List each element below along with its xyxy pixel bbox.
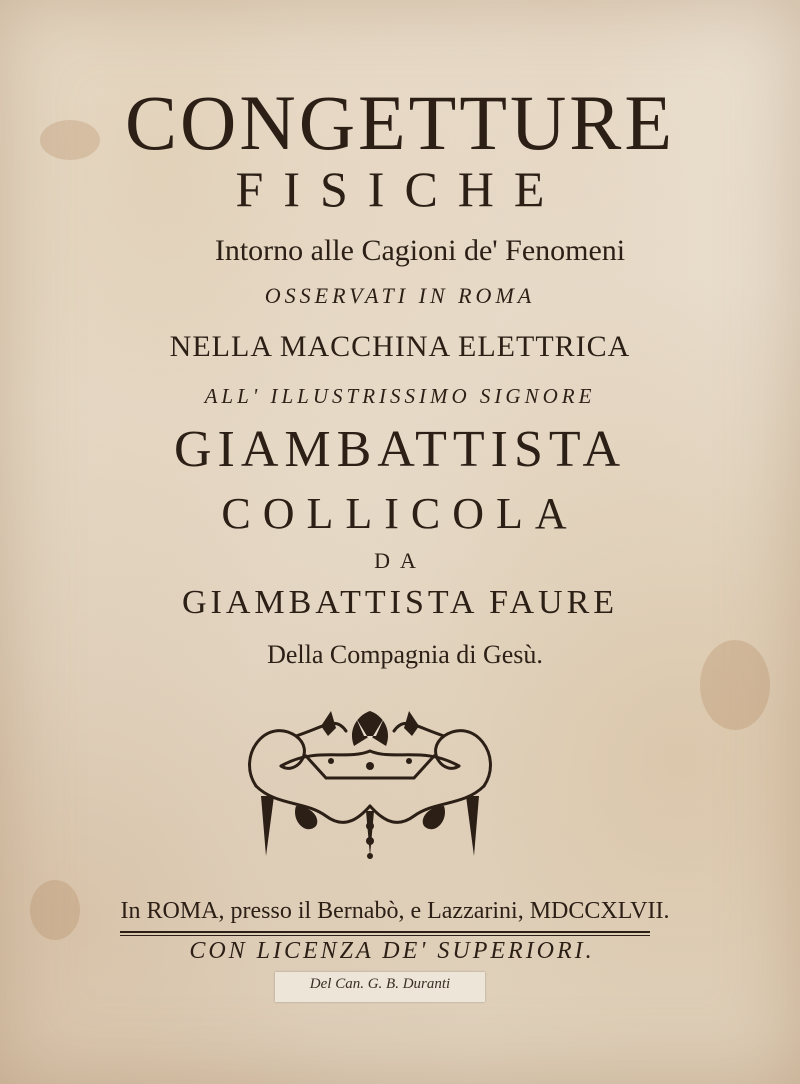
rule-thick [120,931,650,933]
dedication-line: ALL' ILLUSTRISSIMO SIGNORE [204,384,596,408]
title-fisiche: FISICHE [235,161,565,217]
dedicatee-first-name: GIAMBATTISTA [173,421,627,478]
title-congetture: CONGETTURE [125,79,675,166]
subtitle-osservati: OSSERVATI IN ROMA [264,283,536,308]
ownership-label [275,972,485,1002]
woodcut-ornament-icon [236,706,504,864]
rule-thin [120,935,650,936]
dedicatee-surname: COLLICOLA [221,489,579,538]
ownership-text: Del Can. G. B. Duranti [309,976,451,992]
imprint-line: In ROMA, presso il Bernabò, e Lazzarini, MDCCXLVII. [120,898,670,924]
licenza-line: CON LICENZA DE' SUPERIORI. [189,938,595,964]
subtitle-macchina: NELLA MACCHINA ELETTRICA [169,330,631,363]
author-order: Della Compagnia di Gesù. [267,640,543,669]
author-da: DA [374,548,426,573]
author-name: GIAMBATTISTA FAURE [181,584,619,621]
subtitle-intorno: Intorno alle Cagioni de' Fenomeni [214,234,626,267]
